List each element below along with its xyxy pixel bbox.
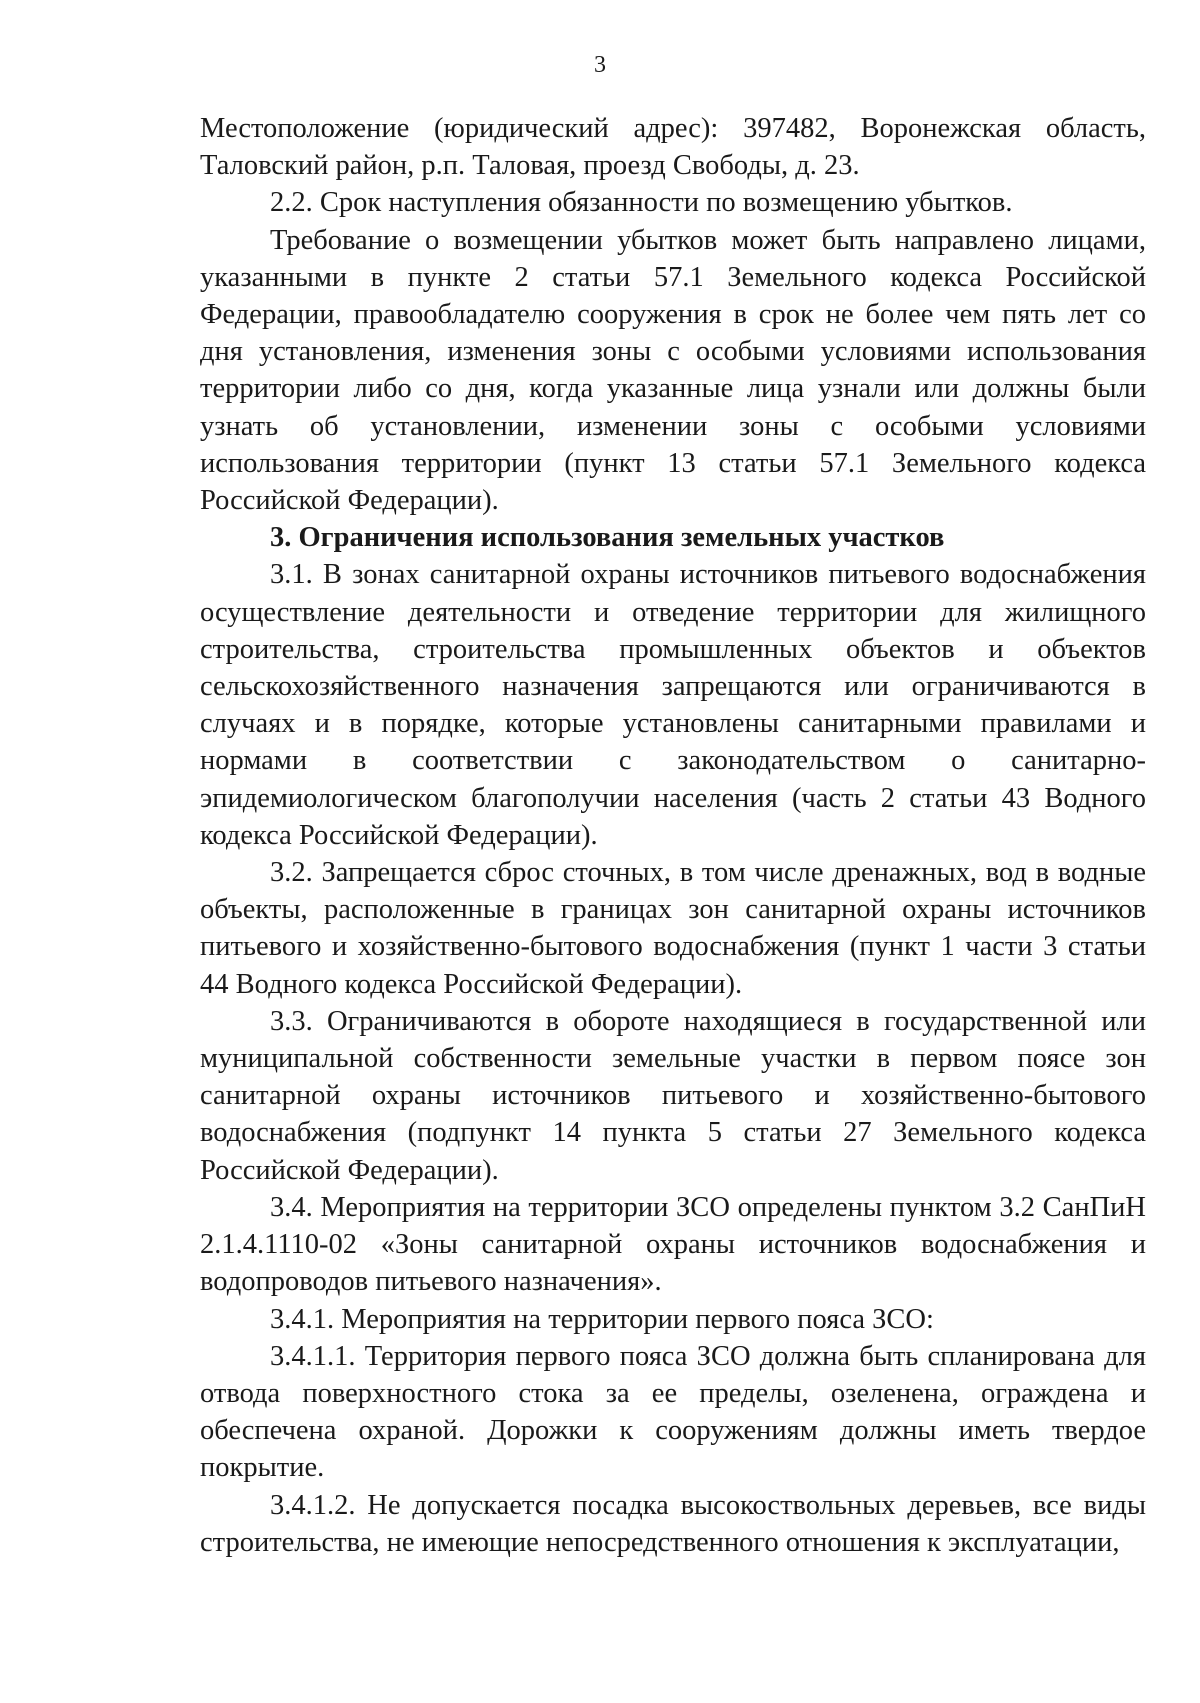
paragraph-3-4-1: 3.4.1. Мероприятия на территории первого пояса ЗСО: xyxy=(270,1303,934,1335)
paragraph-claim-requirement: Требование о возмещении убытков может быть направлено лицами, указанными в пункте 2 статьи 57.1 Земельного кодекса Российской Федерации, правообладателю сооружения в срок не более чем пять лет со дня установления, изменения зоны с особыми условиями использования территории либо со дня, когда указанные лица узнали или должны были узнать об установлении, изменении зоны с особыми условиями использования территории (пункт 13 статьи 57.1 Земельного кодекса Российской Федерации). xyxy=(200,224,1146,517)
paragraph-3-4: 3.4. Мероприятия на территории ЗСО определены пунктом 3.2 СанПиН 2.1.4.1110-02 «Зоны санитарной охраны источников водоснабжения и водопроводов питьевого назначения». xyxy=(200,1191,1146,1298)
section-heading-3: 3. Ограничения использования земельных участков xyxy=(270,522,945,554)
paragraph-2-2: 2.2. Срок наступления обязанности по возмещению убытков. xyxy=(270,187,1013,219)
paragraph-3-4-1-2: 3.4.1.2. Не допускается посадка высокоствольных деревьев, все виды строительства, не имеющие непосредственного отношения к эксплуатации, xyxy=(200,1489,1146,1558)
page-number: 3 xyxy=(594,52,606,78)
document-body xyxy=(200,110,1146,1561)
paragraph-location: Местоположение (юридический адрес): 397482, Воронежская область, Таловский район, р.п. Таловая, проезд Свободы, д. 23. xyxy=(200,113,1146,182)
paragraph-3-3: 3.3. Ограничиваются в обороте находящиеся в государственной или муниципальной собственности земельные участки в первом поясе зон санитарной охраны источников питьевого и хозяйственно-бытового водоснабжения (подпункт 14 пункта 5 статьи 27 Земельного кодекса Российской Федерации). xyxy=(200,1005,1146,1186)
paragraph-3-4-1-1: 3.4.1.1. Территория первого пояса ЗСО должна быть спланирована для отвода поверхностного стока за ее пределы, озеленена, ограждена и обеспечена охраной. Дорожки к сооружениям должны иметь твердое покрытие. xyxy=(200,1340,1146,1484)
paragraph-3-1: 3.1. В зонах санитарной охраны источников питьевого водоснабжения осуществление деятельности и отведение территории для жилищного строительства, строительства промышленных объектов и объектов сельскохозяйственного назначения запрещаются или ограничиваются в случаях и в порядке, которые установлены санитарными правилами и нормами в соответствии с законодательством о санитарно-эпидемиологическом благополучии населения (часть 2 статьи 43 Водного кодекса Российской Федерации). xyxy=(200,559,1146,851)
paragraph-3-2: 3.2. Запрещается сброс сточных, в том числе дренажных, вод в водные объекты, расположенные в границах зон санитарной охраны источников питьевого и хозяйственно-бытового водоснабжения (пункт 1 части 3 статьи 44 Водного кодекса Российской Федерации). xyxy=(200,857,1146,1000)
